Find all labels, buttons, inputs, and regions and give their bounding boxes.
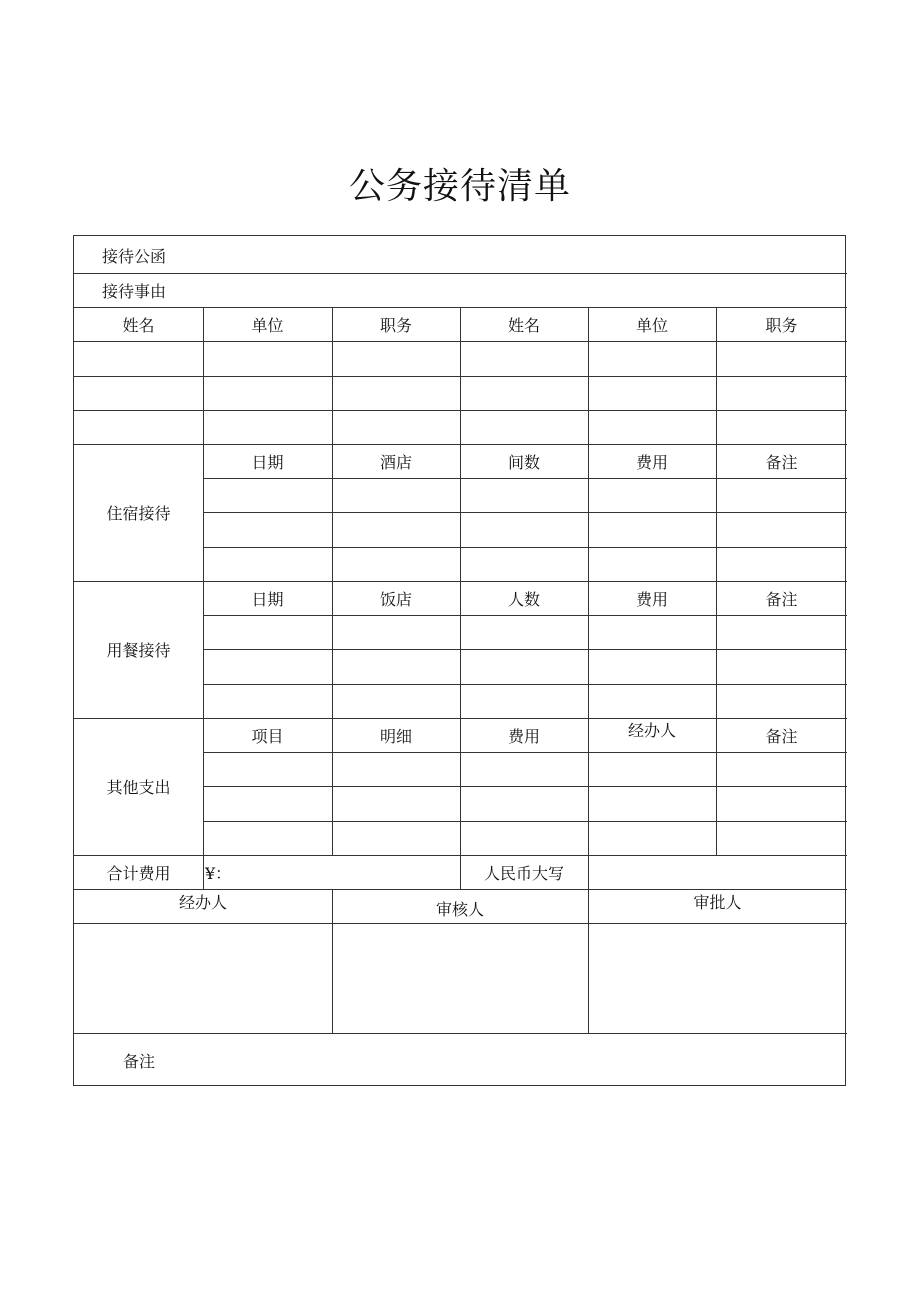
reviewer-signature-area[interactable] — [332, 923, 588, 1033]
guest-header-1: 单位 — [251, 315, 284, 335]
guest-cell[interactable] — [74, 341, 203, 376]
guest-cell[interactable] — [588, 376, 716, 410]
page-title: 公务接待清单 — [348, 166, 571, 207]
dining-header-4: 备注 — [765, 589, 798, 609]
other-cell[interactable] — [460, 821, 588, 855]
guest-cell[interactable] — [74, 410, 203, 444]
lodging-header-0: 日期 — [251, 452, 284, 472]
reception-form — [73, 235, 846, 1086]
reason-label: 接待事由 — [102, 281, 167, 301]
guest-header-0: 姓名 — [122, 315, 155, 335]
guest-header-3: 姓名 — [507, 315, 540, 335]
handler-signature-area[interactable] — [74, 923, 332, 1033]
lodging-header-4: 备注 — [765, 452, 798, 472]
total-currency: ¥： — [205, 863, 232, 883]
other-cell[interactable] — [588, 821, 716, 855]
dining-cell[interactable] — [203, 684, 332, 718]
approver-label: 审批人 — [693, 892, 742, 912]
other-header-1: 明细 — [379, 726, 412, 746]
dining-cell[interactable] — [332, 649, 460, 684]
lodging-cell[interactable] — [716, 512, 847, 547]
guest-cell[interactable] — [74, 376, 203, 410]
lodging-cell[interactable] — [716, 478, 847, 512]
lodging-cell[interactable] — [460, 547, 588, 581]
lodging-cell[interactable] — [588, 547, 716, 581]
dining-cell[interactable] — [716, 649, 847, 684]
guest-cell[interactable] — [203, 410, 332, 444]
dining-cell[interactable] — [203, 649, 332, 684]
other-cell[interactable] — [332, 786, 460, 821]
other-cell[interactable] — [588, 752, 716, 786]
lodging-cell[interactable] — [203, 547, 332, 581]
lodging-cell[interactable] — [332, 512, 460, 547]
dining-cell[interactable] — [716, 684, 847, 718]
dining-header-2: 人数 — [507, 589, 540, 609]
other-header-2: 费用 — [507, 726, 540, 746]
approver-signature-area[interactable] — [588, 923, 847, 1033]
guest-cell[interactable] — [716, 341, 847, 376]
guest-cell[interactable] — [588, 341, 716, 376]
lodging-label: 住宿接待 — [106, 504, 171, 523]
lodging-cell[interactable] — [588, 478, 716, 512]
other-header-0: 项目 — [251, 726, 284, 746]
guest-cell[interactable] — [332, 410, 460, 444]
dining-header-0: 日期 — [251, 589, 284, 609]
total-label: 合计费用 — [106, 863, 171, 883]
other-label: 其他支出 — [106, 778, 171, 797]
dining-cell[interactable] — [588, 615, 716, 649]
lodging-cell[interactable] — [588, 512, 716, 547]
other-cell[interactable] — [332, 752, 460, 786]
dining-cell[interactable] — [460, 615, 588, 649]
guest-cell[interactable] — [460, 376, 588, 410]
other-cell[interactable] — [203, 786, 332, 821]
lodging-header-1: 酒店 — [379, 452, 412, 472]
dining-header-1: 饭店 — [379, 589, 412, 609]
dining-cell[interactable] — [588, 649, 716, 684]
guest-cell[interactable] — [716, 410, 847, 444]
guest-cell[interactable] — [588, 410, 716, 444]
guest-cell[interactable] — [203, 341, 332, 376]
uppercase-amount-label: 人民币大写 — [483, 863, 564, 883]
lodging-cell[interactable] — [332, 547, 460, 581]
other-cell[interactable] — [716, 786, 847, 821]
dining-cell[interactable] — [716, 615, 847, 649]
handler-label: 经办人 — [178, 892, 227, 912]
guest-cell[interactable] — [203, 376, 332, 410]
dining-header-3: 费用 — [635, 589, 668, 609]
lodging-cell[interactable] — [716, 547, 847, 581]
other-cell[interactable] — [716, 752, 847, 786]
reviewer-label: 审核人 — [435, 899, 484, 919]
dining-cell[interactable] — [332, 615, 460, 649]
lodging-cell[interactable] — [460, 512, 588, 547]
dining-cell[interactable] — [203, 615, 332, 649]
guest-cell[interactable] — [332, 341, 460, 376]
lodging-cell[interactable] — [460, 478, 588, 512]
remark-label: 备注 — [123, 1051, 156, 1071]
other-cell[interactable] — [716, 821, 847, 855]
letter-label: 接待公函 — [102, 246, 167, 266]
dining-cell[interactable] — [332, 684, 460, 718]
guest-cell[interactable] — [716, 376, 847, 410]
other-cell[interactable] — [203, 821, 332, 855]
other-cell[interactable] — [203, 752, 332, 786]
guest-cell[interactable] — [460, 341, 588, 376]
guest-header-5: 职务 — [765, 315, 798, 335]
guest-header-2: 职务 — [379, 315, 412, 335]
dining-cell[interactable] — [460, 684, 588, 718]
guest-cell[interactable] — [460, 410, 588, 444]
other-header-3: 经办人 — [627, 720, 676, 740]
other-cell[interactable] — [332, 821, 460, 855]
other-cell[interactable] — [588, 786, 716, 821]
other-cell[interactable] — [460, 752, 588, 786]
guest-cell[interactable] — [332, 376, 460, 410]
lodging-cell[interactable] — [332, 478, 460, 512]
other-header-4: 备注 — [765, 726, 798, 746]
lodging-header-3: 费用 — [635, 452, 668, 472]
guest-header-4: 单位 — [635, 315, 668, 335]
dining-cell[interactable] — [460, 649, 588, 684]
lodging-cell[interactable] — [203, 478, 332, 512]
lodging-header-2: 间数 — [507, 452, 540, 472]
dining-label: 用餐接待 — [106, 641, 171, 660]
other-cell[interactable] — [460, 786, 588, 821]
lodging-cell[interactable] — [203, 512, 332, 547]
